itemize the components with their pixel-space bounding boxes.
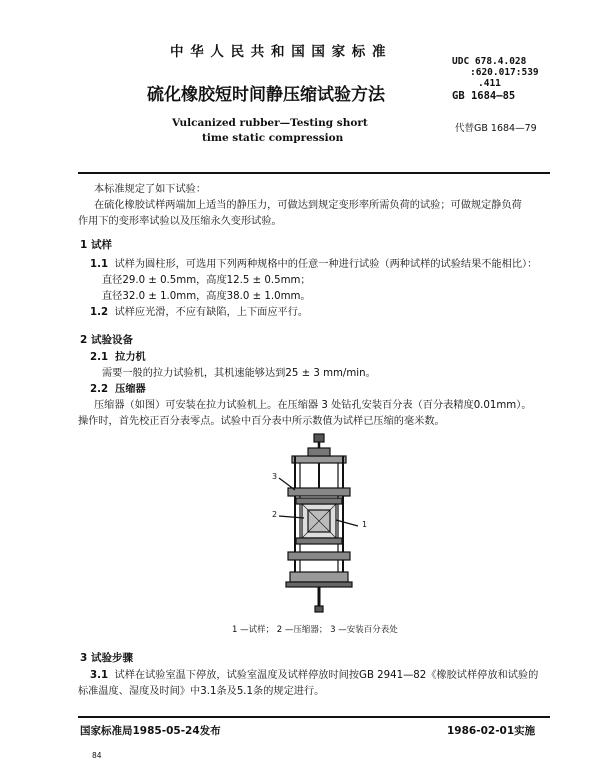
header-divider — [78, 172, 550, 174]
issued-date: 国家标准局1985-05-24发布 — [80, 725, 221, 737]
figure-callout-1: 1 — [362, 520, 368, 529]
clause-3-1-line-1 — [90, 668, 538, 684]
intro-paragraph-2-line-1: 在硫化橡胶试样两端加上适当的静压力，可做达到规定变形率所需负荷的试验；可做规定静负荷 — [94, 200, 522, 211]
title-english-line-2: time static compression — [202, 132, 344, 144]
udc-line-3: .411 — [478, 78, 501, 89]
clause-1-2-number: 1.2 — [90, 307, 109, 318]
figure-caption: 1 —试样； 2 —压缩器； 3 —安装百分表处 — [232, 625, 398, 635]
clause-1-1-spec-1: 直径29.0 ± 0.5mm，高度12.5 ± 0.5mm； — [102, 275, 311, 286]
title-english — [172, 116, 368, 146]
clause-1-2 — [90, 305, 308, 321]
footer-divider — [78, 716, 550, 718]
section-1-heading: 1 试样 — [80, 239, 112, 251]
clause-1-1 — [90, 257, 537, 273]
figure-callout-2: 2 — [272, 510, 278, 519]
clause-2-1-heading: 拉力机 — [115, 352, 146, 363]
udc-line-2: :620.017:539 — [470, 67, 539, 78]
intro-paragraph-2-line-2: 作用下的变形率试验以及压缩永久变形试验。 — [78, 216, 282, 227]
document-title: 硫化橡胶短时间静压缩试验方法 — [147, 85, 385, 105]
clause-2-1-number: 2.1 — [90, 352, 109, 363]
clause-2-1-text: 需要一般的拉力试验机，其机速能够达到25 ± 3 mm/min。 — [102, 368, 376, 379]
standard-org: 中 华 人 民 共 和 国 国 家 标 准 — [170, 44, 387, 60]
replaces-note: 代替GB 1684—79 — [455, 123, 537, 134]
clause-1-1-number: 1.1 — [90, 259, 109, 270]
clause-3-1-line-2: 标准温度、湿度及时间》中3.1条及5.1条的规定进行。 — [78, 686, 325, 697]
title-english-line-1: Vulcanized rubber—Testing short — [172, 117, 368, 129]
clause-1-2-text: 试样应光滑，不应有缺陷，上下面应平行。 — [114, 307, 309, 318]
section-2-heading: 2 试验设备 — [80, 334, 133, 346]
udc-code — [452, 56, 539, 89]
section-3-heading: 3 试验步骤 — [80, 652, 133, 664]
intro-paragraph-1: 本标准规定了如下试验： — [94, 184, 207, 195]
clause-2-1-title — [90, 350, 146, 366]
udc-line-1: UDC 678.4.028 — [452, 56, 527, 67]
clause-2-2-title — [90, 382, 146, 398]
clause-1-1-text: 试样为圆柱形，可选用下列两种规格中的任意一种进行试验（两种试样的试验结果不能相比）： — [114, 259, 538, 270]
figure-callout-3: 3 — [272, 472, 278, 481]
effective-date: 1986-02-01实施 — [447, 725, 536, 737]
clause-3-1-number: 3.1 — [90, 670, 109, 681]
clause-2-2-line-2: 操作时，首先校正百分表零点。试验中百分表中所示数值为试样已压缩的毫米数。 — [78, 416, 445, 427]
clause-2-2-heading: 压缩器 — [115, 384, 146, 395]
gb-number: GB 1684—85 — [452, 90, 516, 102]
clause-1-1-spec-2: 直径32.0 ± 1.0mm，高度38.0 ± 1.0mm。 — [102, 291, 311, 302]
clause-2-2-line-1: 压缩器（如图）可安装在拉力试验机上。在压缩器 3 处钻孔安装百分表（百分表精度0.01mm）。 — [94, 400, 532, 411]
clause-3-1-text: 试样在试验室温下停放，试验室温度及试样停放时间按GB 2941—82《橡胶试样停放和试验的 — [114, 670, 539, 681]
page-number: 84 — [92, 751, 102, 760]
clause-2-2-number: 2.2 — [90, 384, 109, 395]
